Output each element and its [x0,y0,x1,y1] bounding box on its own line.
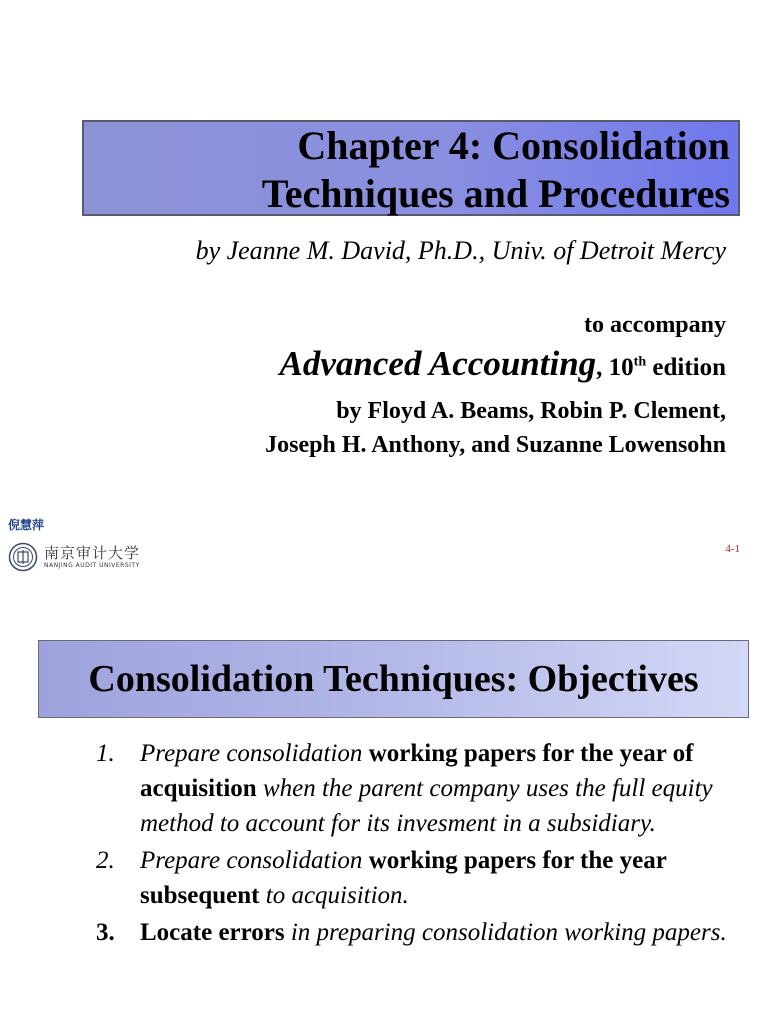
objective-text-bold: working papers for the year subsequent [140,847,667,909]
objective-text-bold: Locate errors [140,919,285,946]
book-title: Advanced Accounting [279,344,597,383]
chapter-title-line-2: Techniques and Procedures [261,171,730,216]
slide-objectives [0,600,768,1024]
objective-item [96,736,736,841]
objective-item [96,843,736,913]
objective-text-italic: in preparing consolidation working papers. [290,919,727,946]
objective-number: 3. [96,919,115,946]
objectives-title: Consolidation Techniques: Objectives [88,658,699,700]
objective-number: 2. [96,847,115,874]
objective-text-italic: to acquisition. [265,882,409,909]
page-number: 4-1 [725,543,740,555]
objectives-title-box [38,640,749,718]
edition-suffix: th [633,354,647,370]
book-title-line [280,344,726,384]
objective-text-italic: when the parent company uses the full equity method to account for its invesment in a subsidiary. [140,775,713,837]
book-authors-line-2: Joseph H. Anthony, and Suzanne Lowensohn [265,432,726,458]
objective-number: 1. [96,740,115,767]
objective-item [96,915,736,950]
objectives-list [96,736,736,952]
university-name-en: NANJING AUDIT UNIVERSITY [44,562,140,569]
university-name-cn: 南京审计大学 [44,544,141,562]
book-authors-line-1: by Floyd A. Beams, Robin P. Clement, [336,398,726,424]
presenter-name: 倪慧萍 [8,518,45,532]
slide-author: by Jeanne M. David, Ph.D., Univ. of Detroit Mercy [195,236,726,265]
edition-number: , 10 [596,354,634,381]
objective-text-italic: Prepare consolidation [140,847,363,874]
chapter-title-line-1: Chapter 4: Consolidation [297,123,730,168]
edition-label: edition [646,354,726,381]
university-seal-icon [8,542,38,572]
objective-text-italic: Prepare consolidation [140,740,363,767]
accompany-label: to accompany [584,312,726,338]
chapter-title-box [82,120,740,216]
university-logo [8,540,158,574]
book-authors [265,394,726,462]
objective-text-bold: working papers for the year of acquisition [140,740,694,802]
